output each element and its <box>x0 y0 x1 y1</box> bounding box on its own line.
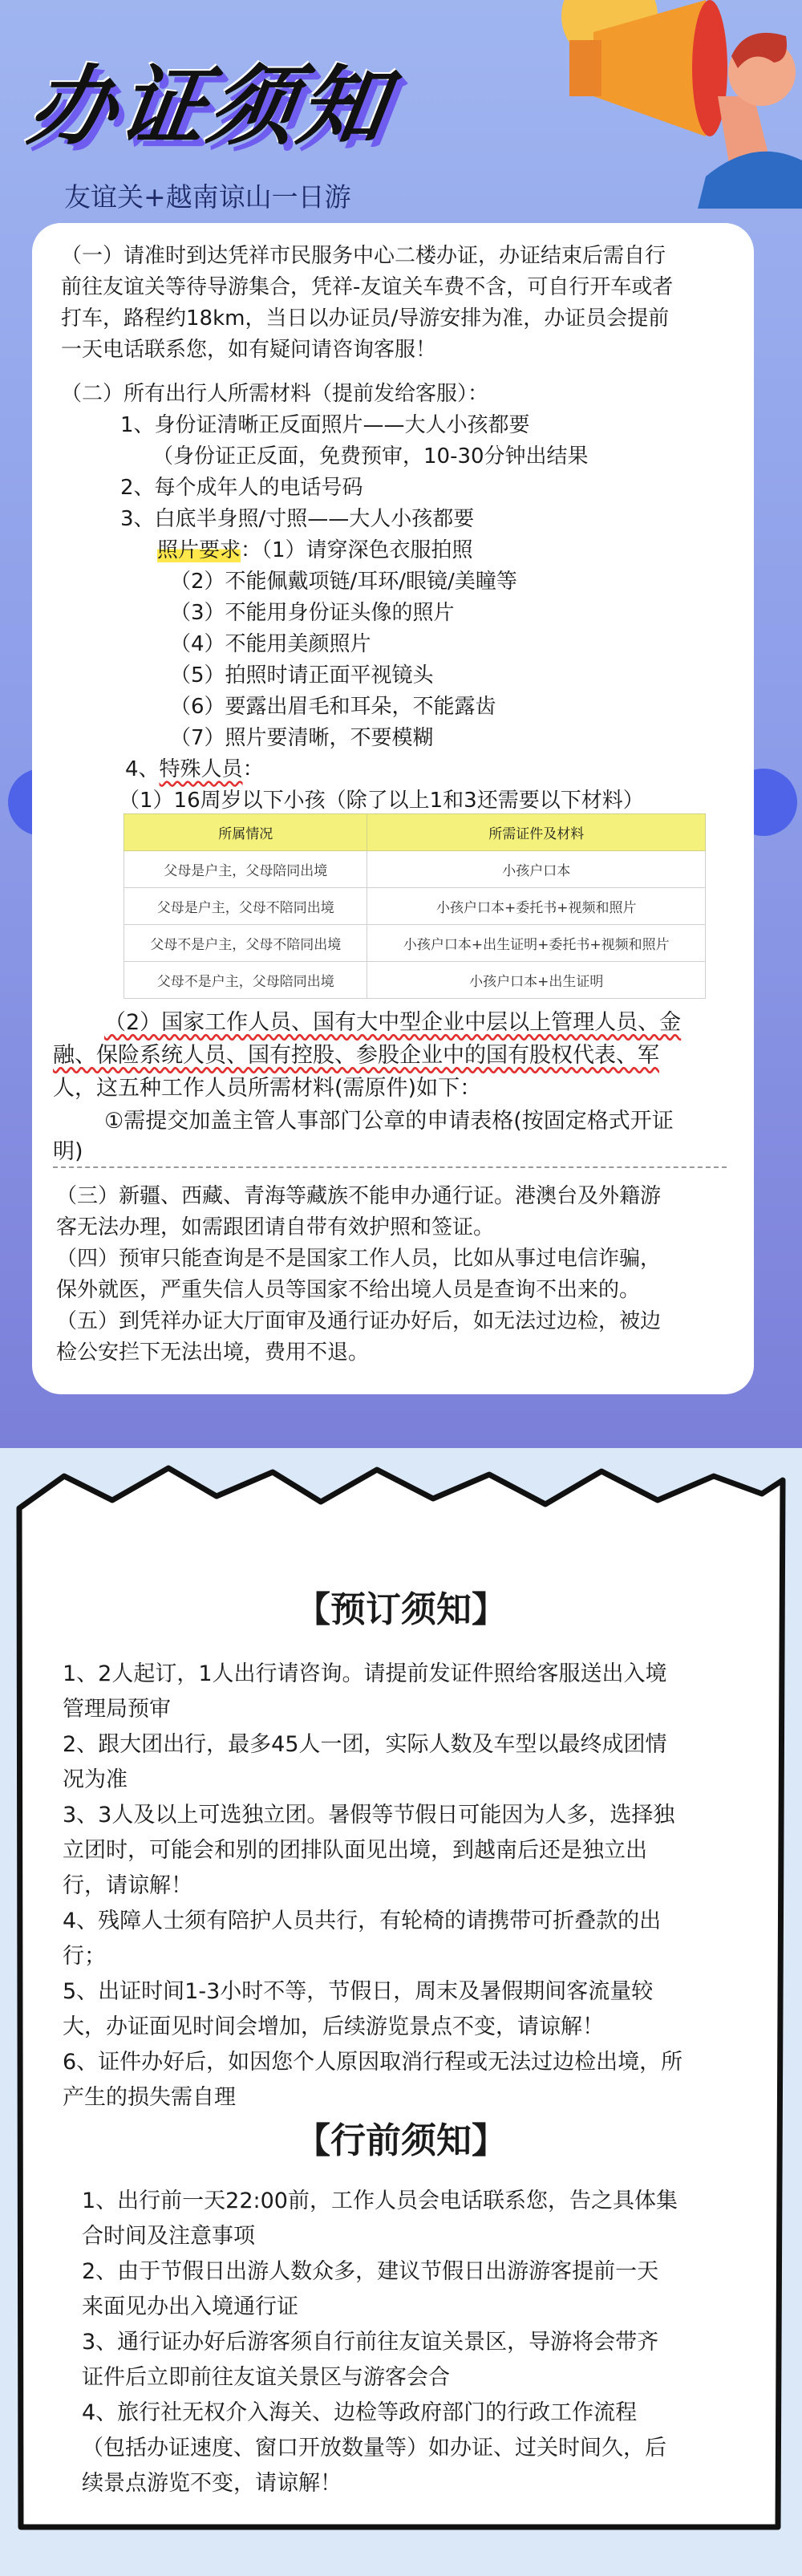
photo-item: （6）要露出眉毛和耳朵，不能露齿 <box>170 695 496 719</box>
pretrip-line: 2、由于节假日出游人数众多，建议节假日出游游客提前一天 <box>82 2259 659 2284</box>
material-item: 3、白底半身照/寸照——大人小孩都要 <box>120 507 475 531</box>
pretrip-line: 来面见办出入境通行证 <box>82 2294 298 2319</box>
table-cell: 父母不是户主，父母不陪同出境 <box>124 925 367 962</box>
para1-line: 前往友谊关等待导游集合，凭祥-友谊关车费不含，可自行开车或者 <box>61 275 674 299</box>
staff-requirement: ①需提交加盖主管人事部门公章的申请表格(按固定格式开证 <box>104 1109 674 1134</box>
special-prefix: 4、 <box>125 757 160 781</box>
pretrip-line: 续景点游览不变，请谅解！ <box>82 2471 342 2496</box>
table-header: 所属情况 <box>124 814 367 851</box>
page-subtitle: 友谊关+越南谅山一日游 <box>64 181 351 213</box>
pretrip-line: 合时间及注意事项 <box>82 2224 255 2249</box>
note-line: （五）到凭祥办证大厅面审及通行证办好后，如无法过边检，被边 <box>56 1309 662 1333</box>
materials-title: （二）所有出行人所需材料（提前发给客服）： <box>61 382 489 406</box>
special-suffix: ： <box>242 757 264 781</box>
table-cell: 小孩户口本+委托书+视频和照片 <box>367 888 706 925</box>
booking-title: 【预订须知】 <box>295 1589 507 1630</box>
booking-line: 产生的损失需自理 <box>63 2085 236 2110</box>
material-item: （身份证正反面，免费预审，10-30分钟出结果 <box>152 444 589 469</box>
photo-item: ：（1）请穿深色衣服拍照 <box>241 538 473 562</box>
special-persons-line <box>125 754 264 785</box>
booking-line: 3、3人及以上可选独立团。暑假等节假日可能因为人多，选择独 <box>63 1803 675 1828</box>
table-cell: 父母不是户主，父母陪同出境 <box>124 962 367 999</box>
table-cell: 父母是户主，父母陪同出境 <box>124 851 367 888</box>
note-line: 客无法办理，如需跟团请自带有效护照和签证。 <box>56 1215 495 1239</box>
table-row <box>124 888 706 925</box>
minor-title: （1）16周岁以下小孩（除了以上1和3还需要以下材料） <box>119 789 644 813</box>
photo-item: （4）不能用美颜照片 <box>170 632 371 656</box>
booking-line: 1、2人起订，1人出行请咨询。请提前发证件照给客服送出入境 <box>63 1661 667 1686</box>
table-row <box>124 925 706 962</box>
photo-item: （5）拍照时请正面平视镜头 <box>170 663 434 688</box>
booking-line: 立团时，可能会和别的团排队面见出境，到越南后还是独立出 <box>63 1838 647 1863</box>
photo-item: （3）不能用身份证头像的照片 <box>170 601 455 625</box>
booking-line: 4、残障人士须有陪护人员共行，有轮椅的请携带可折叠款的出 <box>63 1909 662 1933</box>
table-cell: 小孩户口本+出生证明+委托书+视频和照片 <box>367 925 706 962</box>
dashed-divider <box>53 1166 727 1168</box>
pretrip-line: （包括办证速度、窗口开放数量等）如办证、过关时间久，后 <box>82 2436 666 2460</box>
pretrip-line: 1、出行前一天22:00前，工作人员会电话联系您，告之具体集 <box>82 2189 678 2213</box>
booking-line: 5、出证时间1-3小时不等，节假日，周末及暑假期间客流量较 <box>63 1979 654 2004</box>
material-item: 1、身份证清晰正反面照片——大人小孩都要 <box>120 413 530 437</box>
booking-line: 大，办证面见时间会增加，后续游览景点不变，请谅解！ <box>63 2014 604 2039</box>
material-item: 2、每个成年人的电话号码 <box>120 476 363 500</box>
booking-line: 况为准 <box>63 1767 128 1792</box>
pretrip-line: 4、旅行社无权介入海关、边检等政府部门的行政工作流程 <box>82 2400 638 2425</box>
para1-line: 一天电话联系您，如有疑问请咨询客服！ <box>61 338 437 362</box>
staff-requirement: 明) <box>53 1139 83 1164</box>
staff-line: 人，这五种工作人员所需材料(需原件)如下： <box>53 1076 482 1101</box>
table-header-row <box>124 814 706 851</box>
table-header: 所需证件及材料 <box>367 814 706 851</box>
page-title: 办证须知 <box>22 57 396 157</box>
staff-line: 融、保险系统人员、国有控股、参股企业中的国有股权代表、军 <box>53 1043 659 1068</box>
photo-requirements-line <box>157 535 473 566</box>
special-persons-label: 特殊人员 <box>159 757 243 781</box>
note-line: 检公安拦下无法出境，费用不退。 <box>56 1341 370 1365</box>
booking-line: 行； <box>63 1944 106 1969</box>
megaphone-person-illustration <box>545 0 802 209</box>
pretrip-title: 【行前须知】 <box>295 2120 507 2161</box>
table-cell: 父母是户主，父母不陪同出境 <box>124 888 367 925</box>
table-row <box>124 851 706 888</box>
table-cell: 小孩户口本 <box>367 851 706 888</box>
booking-line: 行，请谅解！ <box>63 1873 192 1898</box>
booking-line: 2、跟大团出行，最多45人一团，实际人数及车型以最终成团情 <box>63 1732 667 1757</box>
photo-item: （7）照片要清晰，不要模糊 <box>170 726 434 750</box>
table-row <box>124 962 706 999</box>
booking-line: 6、证件办好后，如因您个人原因取消行程或无法过边检出境，所 <box>63 2050 683 2075</box>
booking-line: 管理局预审 <box>63 1697 171 1722</box>
requirements-table <box>124 813 706 999</box>
pretrip-line: 证件后立即前往友谊关景区与游客会合 <box>82 2365 450 2390</box>
para1-line: 打车，路程约18km，当日以办证员/导游安排为准，办证员会提前 <box>61 306 670 331</box>
photo-item: （2）不能佩戴项链/耳环/眼镜/美瞳等 <box>170 570 517 594</box>
para1-line: （一）请准时到达凭祥市民服务中心二楼办证，办证结束后需自行 <box>61 244 666 268</box>
staff-line: （2）国家工作人员、国有大中型企业中层以上管理人员、金 <box>104 1010 682 1035</box>
note-line: 保外就医，严重失信人员等国家不给出境人员是查询不出来的。 <box>56 1278 641 1302</box>
note-line: （三）新疆、西藏、青海等藏族不能申办通行证。港澳台及外籍游 <box>56 1184 662 1208</box>
pretrip-line: 3、通行证办好后游客须自行前往友谊关景区，导游将会带齐 <box>82 2330 659 2355</box>
note-line: （四）预审只能查询是不是国家工作人员，比如从事过电信诈骗， <box>56 1247 662 1271</box>
photo-requirements-label: 照片要求 <box>157 538 241 562</box>
table-cell: 小孩户口本+出生证明 <box>367 962 706 999</box>
